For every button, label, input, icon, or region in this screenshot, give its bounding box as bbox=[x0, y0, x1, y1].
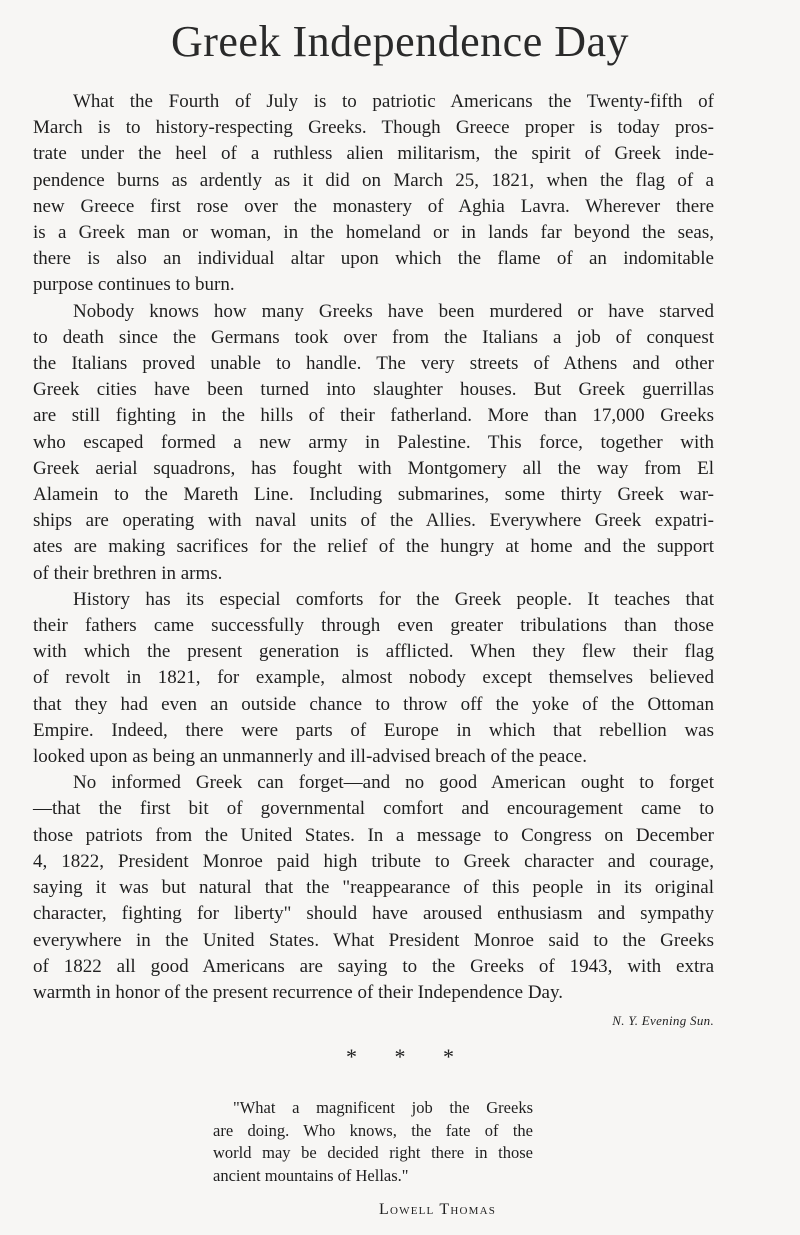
separator-star: * bbox=[443, 1044, 454, 1069]
paragraph-line: new Greece first rose over the monastery of Aghia Lavra. Wherever there bbox=[33, 195, 714, 217]
source-credit: N. Y. Evening Sun. bbox=[612, 1013, 714, 1028]
article-paragraph bbox=[33, 587, 714, 770]
quote-line: "What a magnificent job the Greeks bbox=[233, 1098, 533, 1117]
article-paragraph bbox=[33, 299, 714, 587]
paragraph-line: there is also an individual altar upon which the flame of an indomitable bbox=[33, 248, 714, 270]
page-title: Greek Independence Day bbox=[170, 17, 630, 66]
paragraph-line: of 1822 all good Americans are saying to the Greeks of 1943, with extra bbox=[33, 955, 714, 977]
paragraph-line: looked upon as being an unmannerly and ill-advised breach of the peace. bbox=[33, 746, 587, 768]
paragraph-line: warmth in honor of the present recurrence of their Independence Day. bbox=[33, 981, 564, 1003]
paragraph-line: Alamein to the Mareth Line. Including submarines, some thirty Greek war- bbox=[33, 484, 714, 506]
paragraph-line: Greek aerial squadrons, has fought with Montgomery all the way from El bbox=[33, 457, 714, 479]
article-body bbox=[33, 89, 714, 1006]
separator-star: * bbox=[394, 1044, 406, 1069]
paragraph-line: Nobody knows how many Greeks have been murdered or have starved bbox=[73, 300, 714, 322]
quote-line: are doing. Who knows, the fate of the bbox=[213, 1120, 533, 1140]
article-paragraph bbox=[33, 770, 714, 1006]
paragraph-line: who escaped formed a new army in Palestine. This force, together with bbox=[33, 431, 714, 453]
paragraph-line: character, fighting for liberty" should have aroused enthusiasm and sympathy bbox=[33, 903, 714, 925]
paragraph-line: of their brethren in arms. bbox=[33, 562, 223, 584]
paragraph-line: of revolt in 1821, for example, almost nobody except themselves believed bbox=[33, 667, 714, 689]
paragraph-line: with which the present generation is afflicted. When they flew their flag bbox=[33, 641, 714, 663]
paragraph-line: to death since the Germans took over from the Italians a job of conquest bbox=[33, 326, 714, 348]
paragraph-line: pendence burns as ardently as it did on March 25, 1821, when the flag of a bbox=[33, 169, 714, 191]
separator-star: * bbox=[346, 1044, 357, 1069]
paragraph-line: Empire. Indeed, there were parts of Europe in which that rebellion was bbox=[33, 719, 714, 741]
paragraph-line: ates are making sacrifices for the relief of the hungry at home and the support bbox=[33, 536, 714, 558]
paragraph-line: their fathers came successfully through even greater tribulations than those bbox=[33, 615, 714, 637]
article-paragraph bbox=[33, 89, 714, 299]
paragraph-line: No informed Greek can forget—and no good American ought to forget bbox=[73, 772, 714, 794]
paragraph-line: ships are operating with naval units of the Allies. Everywhere Greek expatri- bbox=[33, 510, 714, 532]
paragraph-line: trate under the heel of a ruthless alien militarism, the spirit of Greek inde- bbox=[33, 143, 714, 165]
paragraph-line: Greek cities have been turned into slaughter houses. But Greek guerrillas bbox=[33, 379, 714, 401]
paragraph-line: What the Fourth of July is to patriotic Americans the Twenty-fifth of bbox=[73, 91, 714, 112]
quote-attribution: Lowell Thomas bbox=[379, 1201, 497, 1218]
paragraph-line: those patriots from the United States. In a message to Congress on December bbox=[33, 824, 714, 846]
paragraph-line: March is to history-respecting Greeks. Though Greece proper is today pros- bbox=[33, 117, 714, 139]
section-separator bbox=[0, 1044, 800, 1070]
paragraph-line: —that the first bit of governmental comfort and encouragement came to bbox=[33, 798, 714, 820]
paragraph-line: History has its especial comforts for the Greek people. It teaches that bbox=[73, 588, 714, 610]
paragraph-line: is a Greek man or woman, in the homeland or in lands far beyond the seas, bbox=[33, 222, 714, 244]
paragraph-line: the Italians proved unable to handle. The very streets of Athens and other bbox=[33, 353, 714, 375]
paragraph-line: everywhere in the United States. What President Monroe said to the Greeks bbox=[33, 929, 714, 951]
quote-line: ancient mountains of Hellas." bbox=[213, 1165, 409, 1185]
quote-line: world may be decided right there in those bbox=[213, 1143, 533, 1162]
paragraph-line: are still fighting in the hills of their fatherland. More than 17,000 Greeks bbox=[33, 405, 714, 427]
paragraph-line: 4, 1822, President Monroe paid high tribute to Greek character and courage, bbox=[33, 850, 714, 872]
paragraph-line: purpose continues to burn. bbox=[33, 274, 235, 296]
paragraph-line: saying it was but natural that the "reappearance of this people in its original bbox=[33, 877, 714, 899]
pull-quote bbox=[213, 1097, 533, 1187]
paragraph-line: that they had even an outside chance to throw off the yoke of the Ottoman bbox=[33, 693, 714, 715]
